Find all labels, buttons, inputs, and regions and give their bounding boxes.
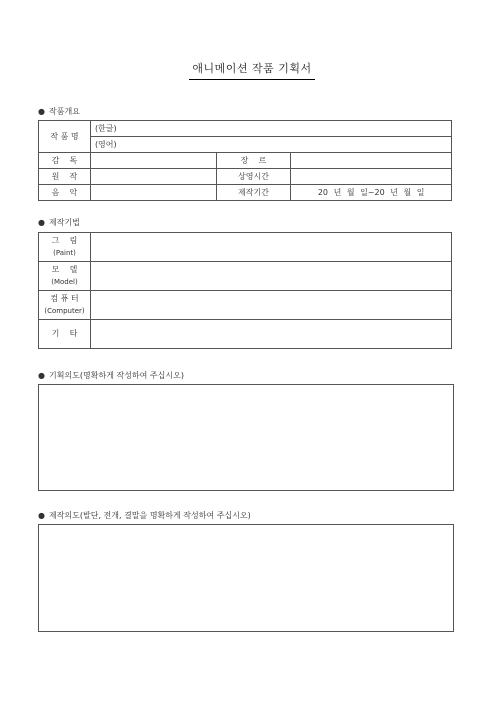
production-intent-box[interactable] xyxy=(38,524,454,632)
original-field[interactable] xyxy=(90,169,216,185)
technique-other-label xyxy=(39,320,91,349)
bullet-icon: ● xyxy=(38,107,45,116)
period-label: 제작기간 xyxy=(216,185,291,201)
korean-hint: (한글) xyxy=(94,124,117,133)
genre-label: 장 르 xyxy=(216,153,291,169)
section-technique-text: 제작기법 xyxy=(48,218,80,227)
section-overview-label xyxy=(38,106,80,117)
document-title-wrap xyxy=(0,57,504,80)
bullet-icon: ● xyxy=(38,371,45,380)
music-field[interactable] xyxy=(90,185,216,201)
director-label: 감 독 xyxy=(39,153,91,169)
technique-paint-label xyxy=(39,233,91,262)
section-production-label xyxy=(38,510,251,521)
computer-ko: 컴 퓨 터 xyxy=(50,294,79,303)
technique-model-label xyxy=(39,262,91,291)
period-field[interactable]: 20 년 월 일~20 년 월 일 xyxy=(291,185,452,201)
technique-computer-field[interactable] xyxy=(90,291,451,320)
section-planning-label xyxy=(38,370,184,381)
bullet-icon: ● xyxy=(38,511,45,520)
section-technique-label xyxy=(38,217,80,228)
technique-table xyxy=(38,232,452,349)
model-en: (Model) xyxy=(51,278,78,286)
original-label: 원 작 xyxy=(39,169,91,185)
other-ko: 기 타 xyxy=(51,329,78,338)
paint-ko: 그 림 xyxy=(51,236,78,245)
music-label: 음 악 xyxy=(39,185,91,201)
bullet-icon: ● xyxy=(38,218,45,227)
model-ko: 모 델 xyxy=(51,265,78,274)
section-planning-text: 기획의도(명확하게 작성하여 주십시오) xyxy=(48,371,184,380)
runtime-field[interactable] xyxy=(291,169,452,185)
technique-paint-field[interactable] xyxy=(90,233,451,262)
computer-en: (Computer) xyxy=(44,307,85,315)
english-title-field[interactable] xyxy=(90,137,451,153)
technique-computer-label xyxy=(39,291,91,320)
korean-title-field[interactable] xyxy=(90,121,451,137)
paint-en: (Paint) xyxy=(53,249,76,257)
section-overview-text: 작품개요 xyxy=(48,107,80,116)
english-hint: (영어) xyxy=(94,140,117,149)
runtime-label: 상영시간 xyxy=(216,169,291,185)
technique-other-field[interactable] xyxy=(90,320,451,349)
genre-field[interactable] xyxy=(291,153,452,169)
planning-intent-box[interactable] xyxy=(38,384,454,491)
director-field[interactable] xyxy=(90,153,216,169)
document-title: 애니메이션 작품 기획서 xyxy=(189,60,314,80)
section-production-text: 제작의도(발단, 전개, 결말을 명확하게 작성하여 주십시오) xyxy=(48,511,251,520)
work-name-label: 작 품 명 xyxy=(39,121,91,153)
technique-model-field[interactable] xyxy=(90,262,451,291)
overview-table xyxy=(38,120,452,201)
